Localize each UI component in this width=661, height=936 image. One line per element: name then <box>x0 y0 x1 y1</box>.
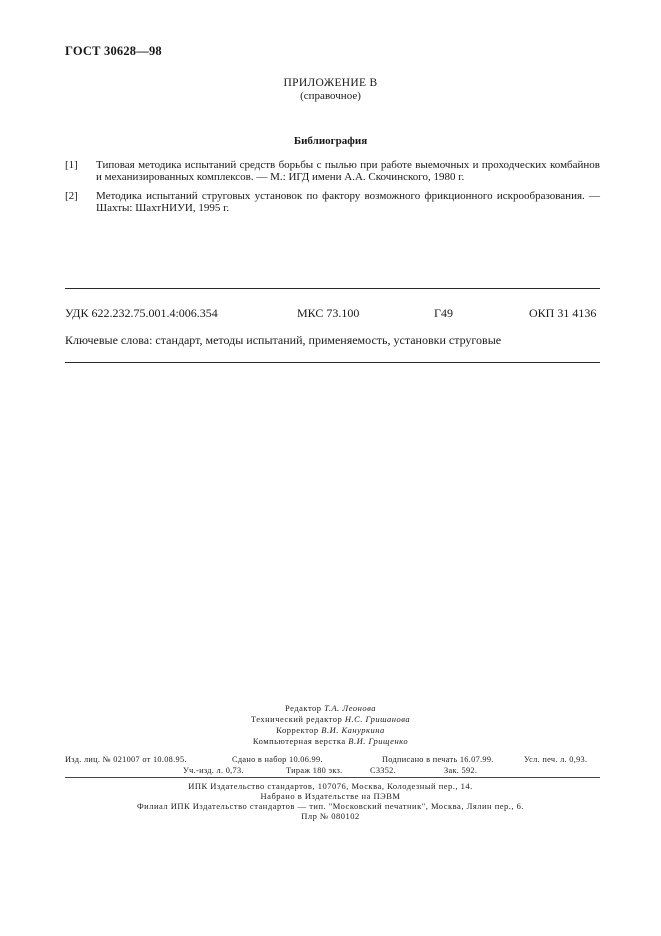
publisher-address: ИПК Издательство стандартов, 107076, Москва, Колодезный пер., 14. <box>188 781 473 791</box>
signed-date: Подписано в печать 16.07.99. <box>382 755 494 764</box>
document-code: ГОСТ 30628—98 <box>65 44 162 58</box>
reference-text: Методика испытаний струговых установок по фактору возможного фрикционного искрообразования. — Шахты: ШахтНИУИ, 1995 г. <box>96 190 600 214</box>
publication-code: С3352. <box>370 766 397 775</box>
bibliography-title: Библиография <box>293 135 368 147</box>
tech-editor-label: Технический редактор <box>250 714 343 724</box>
print-sheets: Усл. печ. л. 0,93. <box>524 755 588 764</box>
printing-branch: Филиал ИПК Издательство стандартов — тип. "Московский печатник", Москва, Лялин пер., 6. <box>136 801 525 811</box>
corrector-label: Корректор <box>276 725 319 735</box>
layout-name: В.И. Грищенко <box>348 736 409 746</box>
divider-top <box>65 288 600 289</box>
divider-bottom <box>65 362 600 363</box>
layout-line <box>0 736 661 746</box>
group-code: Г49 <box>434 306 453 320</box>
appendix-title: ПРИЛОЖЕНИЕ В <box>283 77 378 89</box>
imprint-divider <box>65 777 600 778</box>
keywords: Ключевые слова: стандарт, методы испытаний, применяемость, установки струговые <box>65 333 502 347</box>
corrector-name: В.И. Кануркина <box>321 725 385 735</box>
license-info: Изд. лиц. № 021007 от 10.08.95. <box>65 755 187 764</box>
udk-code: УДК 622.232.75.001.4:006.354 <box>65 306 218 320</box>
reference-number: [1] <box>65 159 78 171</box>
reference-number: [2] <box>65 190 78 202</box>
typesetting-note: Набрано в Издательстве на ПЭВМ <box>260 791 401 801</box>
editor-line <box>0 703 661 713</box>
appendix-subtitle: (справочное) <box>300 90 361 102</box>
typeset-date: Сдано в набор 10.06.99. <box>232 755 323 764</box>
layout-label: Компьютерная верстка <box>252 736 346 746</box>
mks-code: МКС 73.100 <box>297 306 360 320</box>
tech-editor-line <box>0 714 661 724</box>
tech-editor-name: Н.С. Гришанова <box>344 714 411 724</box>
okp-code: ОКП 31 4136 <box>529 306 597 320</box>
publishing-sheets: Уч.-изд. л. 0,73. <box>183 766 244 775</box>
license-number: Плр № 080102 <box>301 811 360 821</box>
corrector-line <box>0 725 661 735</box>
order-number: Зак. 592. <box>444 766 478 775</box>
editor-label: Редактор <box>285 703 322 713</box>
reference-text: Типовая методика испытаний средств борьбы с пылью при работе выемочных и проходческих комбайнов и механизированных комплексов. — М.: ИГД имени А.А. Скочинского, 1980 г. <box>96 159 600 183</box>
editor-name: Т.А. Леонова <box>324 703 376 713</box>
circulation: Тираж 180 экз. <box>286 766 343 775</box>
